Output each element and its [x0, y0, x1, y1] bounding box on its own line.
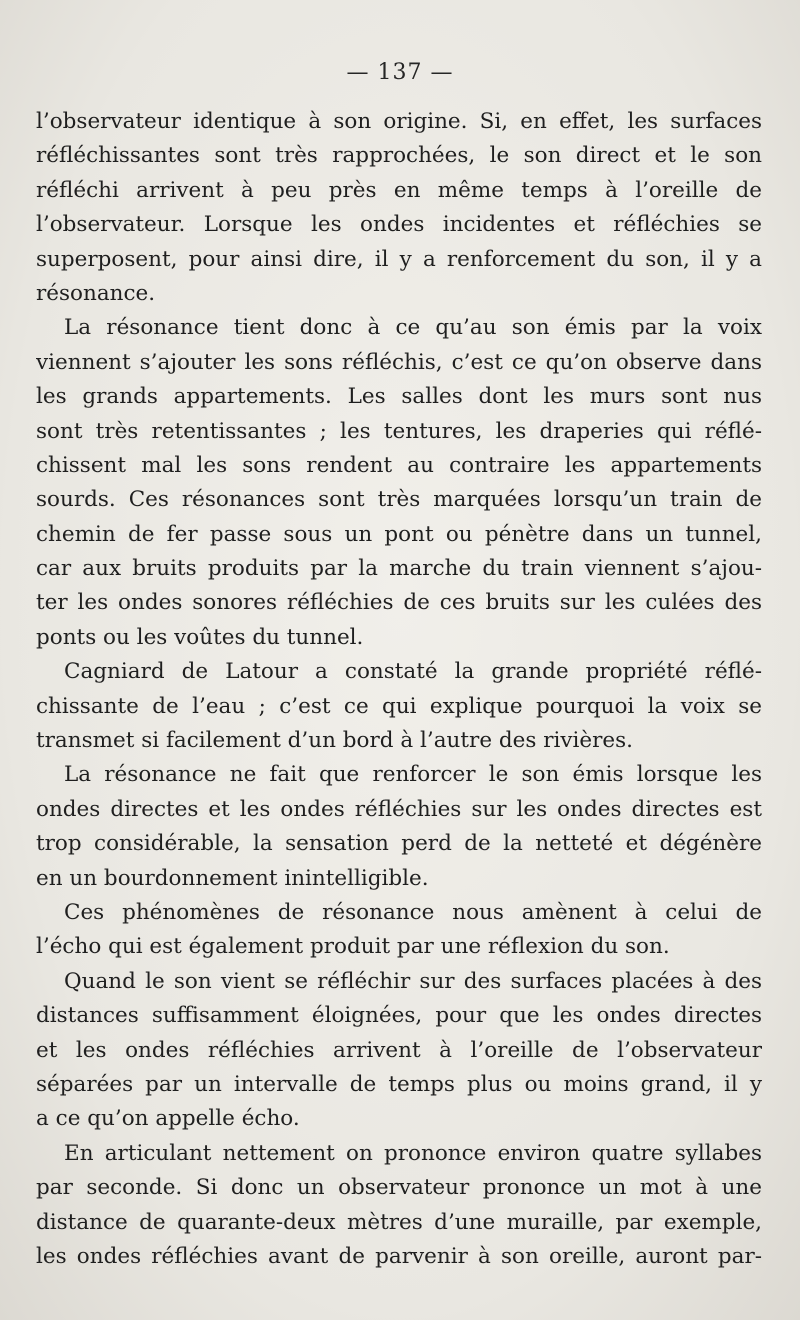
text-line: sourds. Ces résonances sont très marquées lorsqu’un train de	[36, 487, 762, 513]
text-line: superposent, pour ainsi dire, il y a renforcement du son, il y a	[36, 246, 762, 272]
paragraph	[36, 965, 762, 1137]
text-line: réfléchissantes sont très rapprochées, le son direct et le son	[36, 143, 762, 169]
text-line: chemin de fer passe sous un pont ou pénètre dans un tunnel,	[36, 521, 762, 547]
paragraph	[36, 1137, 762, 1275]
text-line: car aux bruits produits par la marche du train viennent s’ajou-	[36, 556, 762, 582]
text-line: La résonance tient donc à ce qu’au son émis par la voix	[64, 315, 762, 341]
text-line: chissante de l’eau ; c’est ce qui explique pourquoi la voix se	[36, 693, 762, 719]
text-line: ondes directes et les ondes réfléchies sur les ondes directes est	[36, 796, 762, 822]
text-line: Ces phénomènes de résonance nous amènent à celui de	[64, 899, 762, 925]
text-line: l’observateur. Lorsque les ondes incidentes et réfléchies se	[36, 212, 762, 238]
paragraph	[36, 655, 762, 758]
text-line: ponts ou les voûtes du tunnel.	[36, 624, 364, 650]
paragraph	[36, 311, 762, 655]
text-line: par seconde. Si donc un observateur prononce un mot à une	[36, 1175, 762, 1201]
text-line: les ondes réfléchies avant de parvenir à son oreille, auront par-	[36, 1243, 762, 1269]
text-line: viennent s’ajouter les sons réfléchis, c’est ce qu’on observe dans	[36, 349, 762, 375]
text-line: En articulant nettement on prononce environ quatre syllabes	[64, 1140, 762, 1166]
text-line: réfléchi arrivent à peu près en même temps à l’oreille de	[36, 177, 762, 203]
paragraph	[36, 896, 762, 965]
text-line: La résonance ne fait que renforcer le son émis lorsque les	[64, 762, 762, 788]
text-line: l’observateur identique à son origine. Si, en effet, les surfaces	[36, 109, 762, 134]
text-line: chissent mal les sons rendent au contraire les appartements	[36, 452, 762, 478]
text-line: séparées par un intervalle de temps plus ou moins grand, il y	[36, 1071, 762, 1097]
text-line: Quand le son vient se réfléchir sur des surfaces placées à des	[64, 968, 762, 994]
text-line: résonance.	[36, 280, 156, 306]
text-line: trop considérable, la sensation perd de la netteté et dégénère	[36, 831, 762, 857]
text-line: transmet si facilement d’un bord à l’autre des rivières.	[36, 728, 634, 754]
text-line: Cagniard de Latour a constaté la grande propriété réflé-	[64, 659, 762, 685]
paragraph-container	[36, 105, 762, 1274]
text-line: distance de quarante-deux mètres d’une muraille, par exemple,	[36, 1209, 762, 1235]
body-text	[36, 105, 762, 1274]
text-line: distances suffisamment éloignées, pour que les ondes directes	[36, 1003, 762, 1029]
text-line: ter les ondes sonores réfléchies de ces bruits sur les culées des	[36, 590, 762, 616]
text-line: en un bourdonnement inintelligible.	[36, 865, 429, 891]
text-line: sont très retentissantes ; les tentures, les draperies qui réflé-	[36, 418, 762, 444]
paragraph	[36, 105, 762, 311]
text-line: l’écho qui est également produit par une réflexion du son.	[36, 934, 670, 960]
paragraph	[36, 758, 762, 896]
text-line: les grands appartements. Les salles dont les murs sont nus	[36, 384, 762, 410]
text-line: a ce qu’on appelle écho.	[36, 1106, 300, 1132]
page-number: — 137 —	[346, 60, 454, 85]
text-line: et les ondes réfléchies arrivent à l’oreille de l’observateur	[36, 1037, 762, 1063]
